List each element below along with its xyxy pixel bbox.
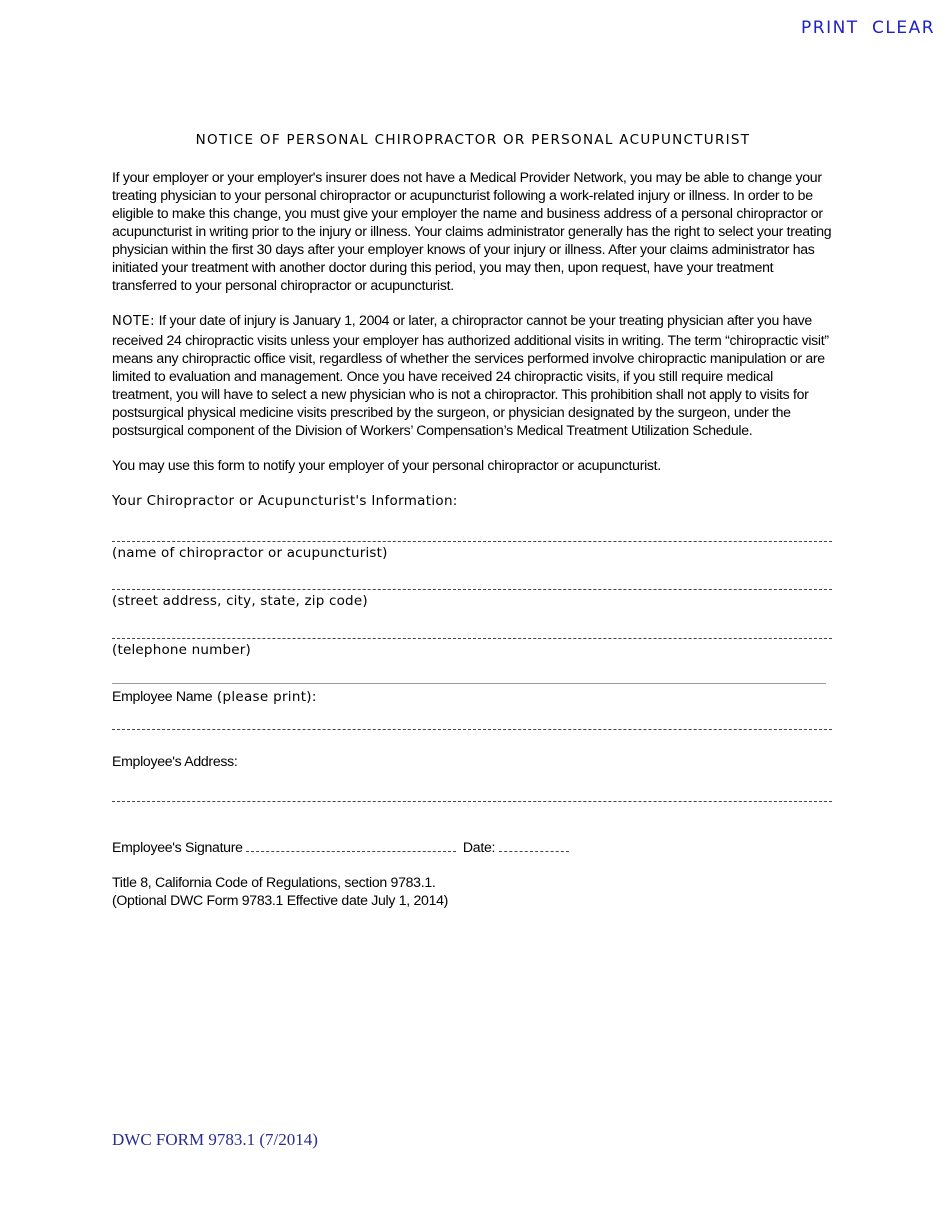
signature-label: Employee's Signature [112, 839, 243, 855]
employee-name-label: Employee Name [112, 688, 213, 704]
chiropractor-name-caption: (name of chiropractor or acupuncturist) [112, 545, 388, 561]
note-paragraph [112, 311, 834, 439]
print-button[interactable]: PRINT [801, 18, 859, 38]
form-body [112, 131, 834, 909]
info-heading: Your Chiropractor or Acupuncturist's Information: [112, 493, 458, 509]
note-label: NOTE: [112, 314, 155, 329]
form-title: NOTICE OF PERSONAL CHIROPRACTOR OR PERSONAL ACUPUNCTURIST [195, 132, 751, 148]
intro-paragraph: If your employer or your employer's insurer does not have a Medical Provider Network, you may be able to change your treating physician to your personal chiropractor or acupuncturist following a work-related injury or illness. In order to be eligible to make this change, you must give your employer the name and business address of a personal chiropractor or acupuncturist in writing prior to the injury or illness. Your claims administrator generally has the right to select your treating physician within the first 30 days after your employer knows of your injury or illness. After your claims administrator has initiated your treatment with another doctor during this period, you may then, upon request, have your treatment transferred to your personal chiropractor or acupuncturist. [112, 169, 832, 293]
chiropractor-name-field[interactable] [112, 540, 832, 542]
clear-button[interactable]: CLEAR [872, 18, 936, 38]
note-text: If your date of injury is January 1, 2004 or later, a chiropractor cannot be your treating physician after you have received 24 chiropractic visits unless your employer has authorized additional visits in writing. The term “chiropractic visit” means any chiropractic office visit, regardless of whether the services performed involve chiropractic manipulation or are limited to evaluation and management. Once you have received 24 chiropractic visits, if you still require medical treatment, you will have to select a new physician who is not a chiropractor. This prohibition shall not apply to visits for postsurgical physical medicine visits prescribed by the surgeon, or physician designated by the surgeon, under the postsurgical component of the Division of Workers’ Compensation’s Medical Treatment Utilization Schedule. [112, 312, 829, 438]
signature-field[interactable] [246, 841, 456, 852]
use-form-paragraph: You may use this form to notify your employer of your personal chiropractor or acupuncturist. [112, 457, 661, 473]
regulation-line-2: (Optional DWC Form 9783.1 Effective date July 1, 2014) [112, 892, 449, 908]
signature-row [112, 838, 834, 856]
employee-address-label: Employee's Address: [112, 753, 238, 769]
chiropractor-phone-caption: (telephone number) [112, 642, 252, 658]
employee-name-row [112, 687, 834, 706]
chiropractor-phone-field[interactable] [112, 637, 832, 639]
section-divider [112, 683, 826, 684]
date-label: Date: [462, 839, 496, 855]
form-footer-id: DWC FORM 9783.1 (7/2014) [112, 1130, 318, 1149]
chiropractor-address-caption: (street address, city, state, zip code) [112, 593, 368, 609]
employee-name-hint: (please print): [212, 689, 317, 705]
regulation-line-1: Title 8, California Code of Regulations, section 9783.1. [112, 874, 436, 890]
chiropractor-address-field[interactable] [112, 588, 832, 590]
date-field[interactable] [499, 841, 569, 852]
